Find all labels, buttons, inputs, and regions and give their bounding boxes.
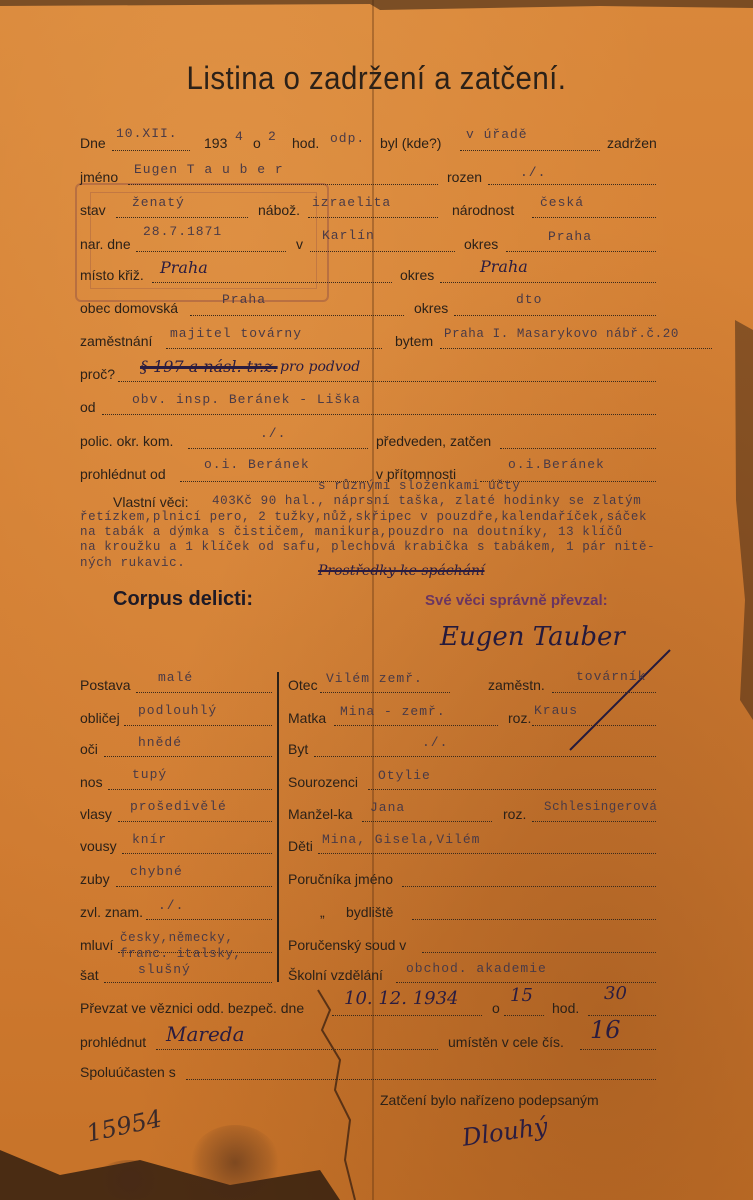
line-manzel-ka	[362, 821, 492, 822]
line-naboz	[308, 217, 438, 218]
label-sourozenci: Sourozenci	[288, 774, 359, 790]
line-od	[102, 414, 656, 415]
line-zamestnani	[166, 348, 382, 349]
value-vlastni-veci-2: řetízkem,plnicí pero, 2 tužky,nůž,skřipec v pouzdře,kalendaříček,sáček	[80, 510, 648, 524]
value-polic-okr-kom: ./.	[260, 426, 287, 441]
value-od: obv. insp. Beránek - Liška	[132, 392, 361, 407]
value-vlastni-veci-4: na kroužku a 1 klíček od safu, plechová krabička s tabákem, 1 pár nitě-	[80, 540, 656, 554]
value-mluvi-1: česky,německy,	[120, 931, 234, 945]
value-kde: v úřadě	[466, 127, 528, 142]
line-porucnika-jmeno	[402, 886, 656, 887]
label-prohlednut-od: prohlédnut od	[80, 466, 166, 482]
label-zamestnani: zaměstnání	[80, 333, 153, 349]
value-narodnost: česká	[540, 195, 585, 210]
label-obec-domovska: obec domovská	[80, 300, 179, 316]
label-od: od	[80, 399, 96, 415]
value-zamestn: továrník	[576, 669, 647, 684]
label-deti: Děti	[288, 838, 313, 854]
value-zuby: chybné	[130, 864, 183, 879]
value-okres: Praha	[548, 229, 593, 244]
fingerprint-smudge-2	[95, 1160, 165, 1200]
label-hod2: hod.	[552, 1000, 580, 1016]
value-deti: Mina, Gisela,Vilém	[322, 832, 481, 847]
label-postava: Postava	[80, 677, 131, 693]
value-naboz: izraelita	[312, 195, 392, 210]
label-vlasy: vlasy	[80, 806, 112, 822]
value-hour: 2	[268, 129, 277, 144]
label-predveden-zatcen: předveden, zatčen	[376, 433, 492, 449]
value-mluvi-2: franc. italsky,	[120, 947, 242, 961]
label-porucnika-jmeno: Poručníka jméno	[288, 871, 394, 887]
label-naboz: nábož.	[258, 202, 301, 218]
line-cela	[580, 1049, 656, 1050]
fingerprint-smudge	[190, 1125, 280, 1200]
label-v-pritomnosti: v přítomnosti	[376, 466, 457, 482]
label-zvl-znam: zvl. znam.	[80, 904, 144, 920]
label-vlastni-veci: Vlastní věci:	[113, 494, 189, 510]
line-obec-domovska	[190, 315, 404, 316]
value-rozen: ./.	[520, 165, 547, 180]
line-v-misto	[310, 251, 455, 252]
value-obec-domovska: Praha	[222, 292, 267, 307]
label-mluvi: mluví	[80, 937, 114, 953]
label-umisten: umístěn v cele čís.	[448, 1034, 564, 1050]
label-zamestn: zaměstn.	[488, 677, 545, 693]
label-misto-krizu: místo křiž.	[80, 267, 144, 283]
label-v: v	[296, 236, 303, 252]
value-nar-dne: 28.7.1871	[143, 224, 223, 239]
value-vlastni-note: s různými složenkami účty	[318, 479, 521, 493]
value-vlastni-struck: Prostředky ke spáchání	[318, 563, 485, 579]
label-zatceni: Zatčení bylo nařízeno podepsaným	[380, 1092, 599, 1108]
line-spoluucasten	[186, 1079, 656, 1080]
bottom-number: 15954	[83, 1104, 165, 1148]
line-roz2	[532, 821, 656, 822]
label-nar-dne: nar. dne	[80, 236, 131, 252]
line-stav	[116, 217, 248, 218]
value-sat: slušný	[138, 962, 191, 977]
line-predveden-zatcen	[500, 448, 656, 449]
label-zuby: zuby	[80, 871, 110, 887]
value-prohlednut: Mareda	[166, 1022, 245, 1046]
value-byt: ./.	[422, 735, 449, 750]
line-prohlednut	[156, 1049, 438, 1050]
label-nos: nos	[80, 774, 103, 790]
value-okres3: dto	[516, 292, 543, 307]
value-misto-krizu: Praha	[160, 258, 208, 277]
value-v-misto: Karlín	[322, 228, 375, 243]
line-dne	[112, 150, 190, 151]
value-proc: pro podvod	[280, 359, 361, 375]
label-narodnost: národnost	[452, 202, 515, 218]
label-manzel-ka: Manžel-ka	[288, 806, 353, 822]
line-okres2	[440, 282, 656, 283]
line-okres	[506, 251, 656, 252]
value-year-digit: 4	[235, 129, 244, 144]
label-prevzat: Převzat ve věznici odd. bezpeč. dne	[80, 1000, 305, 1016]
value-prohlednut-od: o.i. Beránek	[204, 457, 310, 472]
label-proc: proč?	[80, 366, 116, 382]
label-zadrzen: zadržen	[607, 135, 657, 151]
label-byt: Byt	[288, 741, 309, 757]
value-matka-roz: Kraus	[534, 703, 579, 718]
label-o2: o	[492, 1000, 500, 1016]
label-sat: šat	[80, 967, 99, 983]
line-misto-krizu	[152, 282, 392, 283]
label-stav: stav	[80, 202, 106, 218]
column-divider	[277, 672, 279, 982]
value-jmeno: Eugen T a u b e r	[134, 162, 284, 177]
line-okres3	[454, 315, 656, 316]
value-vlasy: prošedivělé	[130, 799, 227, 814]
value-manzel-roz: Schlesingerová	[544, 800, 658, 814]
label-vousy: vousy	[80, 838, 117, 854]
value-okres2: Praha	[480, 257, 528, 276]
label-prohlednut: prohlédnut	[80, 1034, 147, 1050]
label-matka: Matka	[288, 710, 327, 726]
value-zvl-znam: ./.	[158, 898, 185, 913]
corpus-delicti-heading: Corpus delicti:	[113, 588, 254, 610]
label-byl-kde: byl (kde?)	[380, 135, 442, 151]
line-vlasy	[118, 821, 272, 822]
zatceni-signature: Dlouhý	[460, 1112, 550, 1152]
label-jmeno: jméno	[80, 169, 119, 185]
svoje-veci-stamp: Své věci správně převzal:	[425, 592, 608, 609]
value-prevzat-dne: 10. 12. 1934	[344, 988, 459, 1009]
line-bydliste	[412, 919, 656, 920]
line-proc	[118, 381, 656, 382]
value-zamestnani: majitel továrny	[170, 326, 303, 341]
value-cela: 16	[590, 1016, 621, 1044]
value-postava: malé	[158, 670, 194, 685]
value-stav: ženatý	[132, 195, 185, 210]
line-nos	[108, 789, 272, 790]
line-postava	[136, 692, 272, 693]
label-dne: Dne	[80, 135, 106, 151]
label-polic-okr-kom: polic. okr. kom.	[80, 433, 174, 449]
value-manzel-ka: Jana	[370, 800, 406, 815]
line-polic-okr-kom	[188, 448, 368, 449]
line-oci	[104, 756, 272, 757]
value-nos: tupý	[132, 767, 168, 782]
label-roz: roz.	[508, 710, 532, 726]
line-zvl-znam	[146, 919, 272, 920]
value-skolni-vzdelani: obchod. akademie	[406, 961, 547, 976]
value-oci: hnědé	[138, 735, 183, 750]
line-oblicej	[124, 725, 272, 726]
label-bydliste: bydliště	[346, 904, 394, 920]
value-vlastni-veci-5: ných rukavic.	[80, 556, 186, 570]
label-rozen: rozen	[447, 169, 483, 185]
line-jmeno	[128, 184, 438, 185]
line-bytem	[440, 348, 712, 349]
document-title: Listina o zadržení a zatčení.	[186, 60, 567, 96]
signature-tauber: Eugen Tauber	[440, 622, 625, 652]
label-o: o	[253, 135, 261, 151]
value-sourozenci: Otylie	[378, 768, 431, 783]
value-oblicej: podlouhlý	[138, 703, 218, 718]
line-zuby	[116, 886, 272, 887]
label-year: 193	[204, 135, 228, 151]
label-otec: Otec	[288, 677, 318, 693]
value-v-pritomnosti: o.i.Beránek	[508, 457, 605, 472]
value-prevzat-min: 30	[604, 983, 627, 1004]
line-deti	[318, 853, 656, 854]
value-bytem: Praha I. Masarykovo nábř.č.20	[444, 327, 679, 341]
value-vlastni-veci-3: na tabák a dýmka s čističem, manikura,pouzdro na doutníky, 13 klíčů	[80, 525, 623, 539]
line-prevzat-dne	[332, 1015, 482, 1016]
line-porucensky-soud	[422, 952, 656, 953]
line-zamestn	[552, 692, 656, 693]
label-roz2: roz.	[503, 806, 527, 822]
label-spoluucasten: Spoluúčasten s	[80, 1064, 176, 1080]
line-prevzat-hod	[504, 1015, 544, 1016]
line-byt	[314, 756, 656, 757]
value-prevzat-hod: 15	[510, 985, 533, 1006]
line-rozen	[488, 184, 656, 185]
line-nar-dne	[136, 251, 286, 252]
line-roz	[532, 725, 656, 726]
line-otec	[320, 692, 450, 693]
label-okres3: okres	[414, 300, 449, 316]
value-proc-struck: § 197 a násl. tr.z.	[140, 357, 278, 376]
label-porucensky-soud: Poručenský soud v	[288, 937, 407, 953]
value-matka: Mina - zemř.	[340, 704, 446, 719]
label-oci: oči	[80, 741, 98, 757]
label-bytem: bytem	[395, 333, 434, 349]
label-okres: okres	[464, 236, 499, 252]
label-hod: hod.	[292, 135, 320, 151]
signature-stroke	[560, 640, 690, 760]
label-okres2: okres	[400, 267, 435, 283]
line-kde	[460, 150, 600, 151]
label-oblicej: obličej	[80, 710, 120, 726]
line-sat	[104, 982, 272, 983]
value-dne: 10.XII.	[116, 126, 178, 141]
value-odp: odp.	[330, 131, 366, 146]
line-matka	[334, 725, 498, 726]
value-vlastni-veci-1: 403Kč 90 hal., náprsní taška, zlaté hodinky se zlatým	[212, 494, 642, 508]
line-sourozenci	[368, 789, 656, 790]
line-vousy	[122, 853, 272, 854]
label-skolni-vzdelani: Školní vzdělání	[288, 967, 383, 983]
line-narodnost	[532, 217, 656, 218]
value-vousy: knír	[132, 832, 168, 847]
label-bydliste-mark: „	[320, 904, 325, 920]
value-otec: Vilém zemř.	[326, 671, 423, 686]
